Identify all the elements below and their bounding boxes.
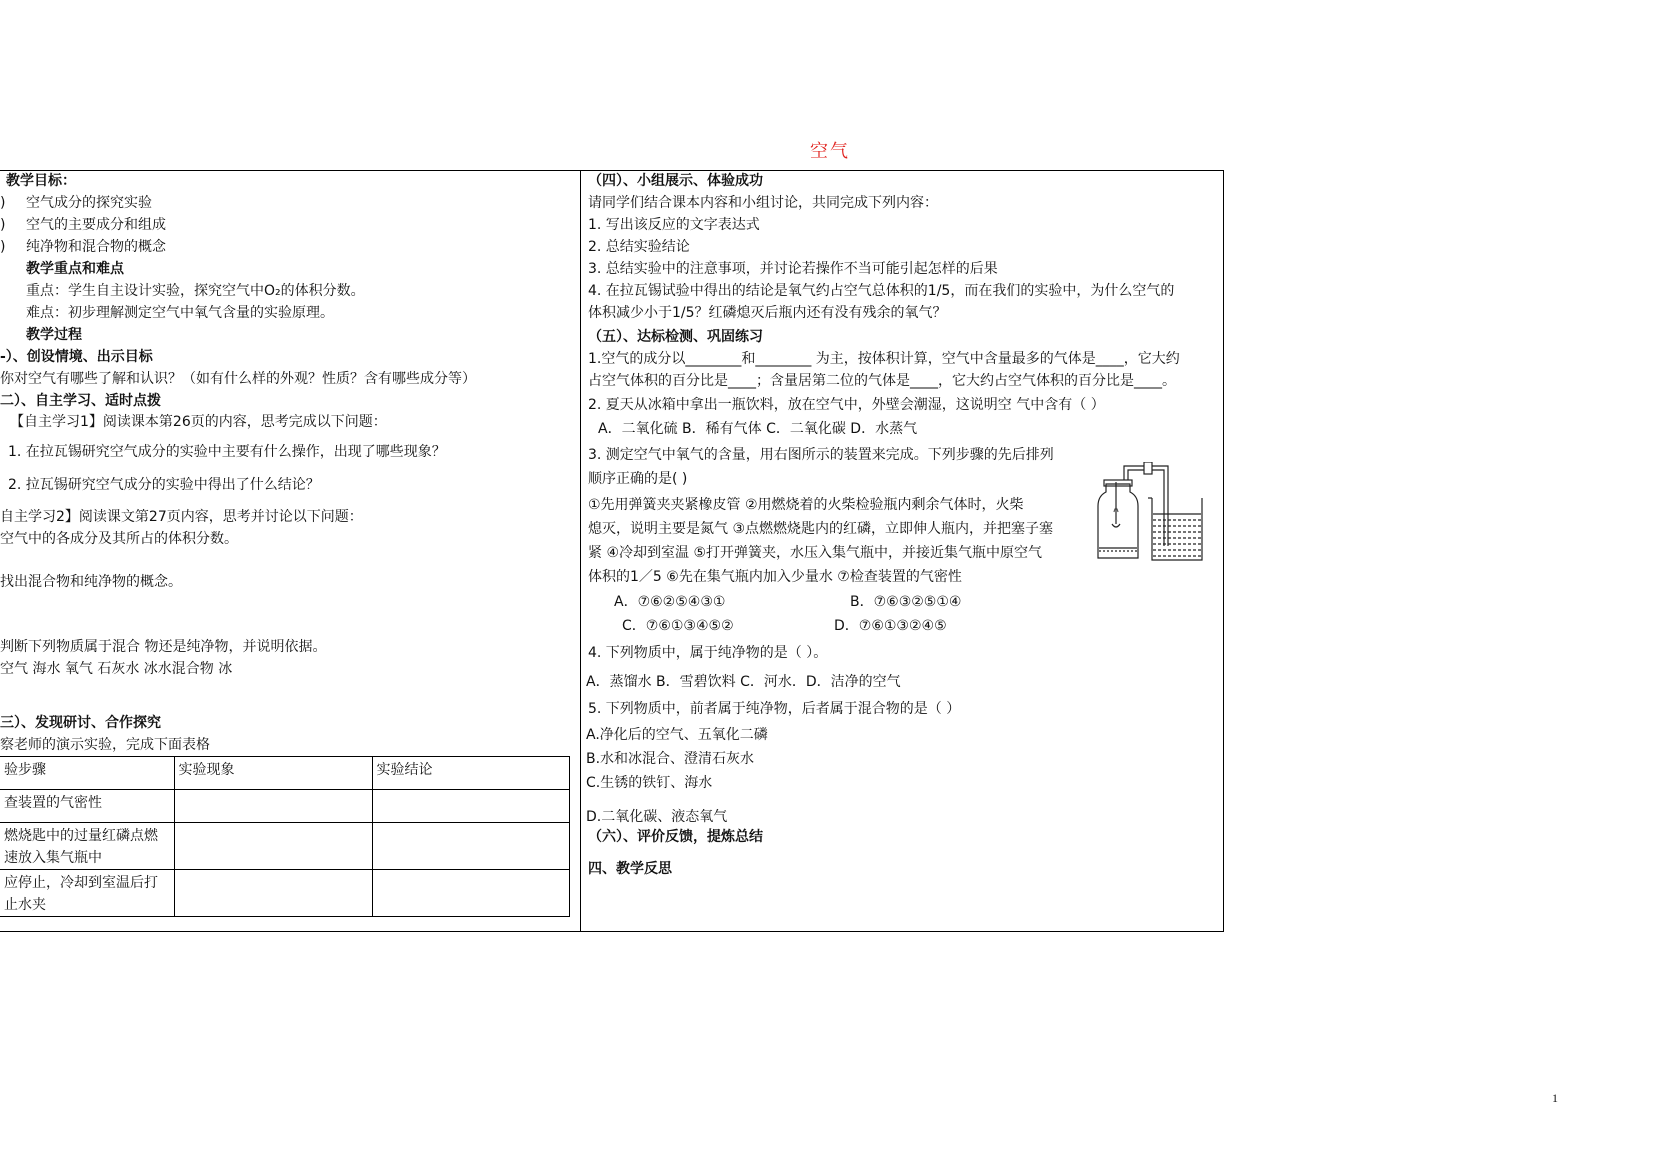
key-point: 重点：学生自主设计实验，探究空气中O₂的体积分数。 bbox=[26, 283, 365, 299]
question-3-line: 顺序正确的是( ) bbox=[588, 471, 688, 487]
question-3-option: C．⑦⑥①③④⑤② bbox=[622, 618, 734, 634]
goal-marker: ) bbox=[0, 239, 6, 255]
question-3-line: 熄灭，说明主要是氮气 ③点燃燃烧匙内的红磷，立即伸人瓶内，并把塞子塞 bbox=[588, 521, 1053, 537]
question-3-line: 体积的1／5 ⑥先在集气瓶内加入少量水 ⑦检查装置的气密性 bbox=[588, 569, 962, 585]
goal-item: 纯净物和混合物的概念 bbox=[26, 239, 166, 255]
section1-heading: -）、创设情境、出示目标 bbox=[0, 349, 153, 365]
study2-intro: 自主学习2】阅读课文第27页内容，思考并讨论以下问题： bbox=[0, 509, 363, 525]
process-heading: 教学过程 bbox=[26, 327, 82, 343]
question-3-line: ①先用弹簧夹夹紧橡皮管 ②用燃烧着的火柴检验瓶内剩余气体时，火柴 bbox=[588, 497, 1024, 513]
study2-question: 找出混合物和纯净物的概念。 bbox=[0, 574, 182, 590]
substances-list: 空气 海水 氧气 石灰水 冰水混合物 冰 bbox=[0, 661, 233, 677]
table-cell bbox=[174, 790, 372, 823]
table-cell: 查装置的气密性 bbox=[0, 790, 174, 823]
section4-item: 3. 总结实验中的注意事项，并讨论若操作不当可能引起怎样的后果 bbox=[588, 261, 998, 277]
question-2: 2. 夏天从冰箱中拿出一瓶饮料，放在空气中，外壁会潮湿，这说明空 气中含有（ ） bbox=[588, 397, 1105, 413]
question-3-option: A．⑦⑥②⑤④③① bbox=[614, 594, 726, 610]
table-header: 实验结论 bbox=[372, 757, 569, 790]
question-1-line: 占空气体积的百分比是____；含量居第二位的气体是____，它大约占空气体积的百分比是____。 bbox=[588, 373, 1176, 389]
table-cell bbox=[372, 870, 569, 917]
section4-intro: 请同学们结合课本内容和小组讨论，共同完成下列内容： bbox=[588, 195, 938, 211]
section4-item: 1. 写出该反应的文字表达式 bbox=[588, 217, 760, 233]
section4-item: 体积减少小于1/5？红磷熄灭后瓶内还有没有残余的氧气？ bbox=[588, 305, 947, 321]
question-3-option: D．⑦⑥①③②④⑤ bbox=[834, 618, 947, 634]
question-2-options: A．二氧化硫 B．稀有气体 C．二氧化碳 D．水蒸气 bbox=[598, 421, 918, 437]
goal-item: 空气的主要成分和组成 bbox=[26, 217, 166, 233]
study2-question: 空气中的各成分及其所占的体积分数。 bbox=[0, 531, 238, 547]
difficulty: 难点：初步理解测定空气中氧气含量的实验原理。 bbox=[26, 305, 334, 321]
study1-question: 2. 拉瓦锡研究空气成分的实验中得出了什么结论？ bbox=[8, 477, 320, 493]
table-cell: 燃烧匙中的过量红磷点燃 速放入集气瓶中 bbox=[0, 823, 174, 870]
key-heading: 教学重点和难点 bbox=[26, 261, 124, 277]
table-row bbox=[0, 870, 569, 917]
question-3-line: 3. 测定空气中氧气的含量，用右图所示的装置来完成。下列步骤的先后排列 bbox=[588, 447, 1054, 463]
goals-heading: 教学目标： bbox=[6, 173, 76, 189]
section2-heading: 二）、自主学习、适时点拨 bbox=[0, 393, 161, 409]
table-row bbox=[0, 790, 569, 823]
question-5-option: D.二氧化碳、液态氧气 bbox=[586, 809, 728, 825]
section4-heading: （四）、小组展示、体验成功 bbox=[588, 173, 763, 189]
question-3-line: 紧 ④冷却到室温 ⑤打开弹簧夹，水压入集气瓶中，并接近集气瓶中原空气 bbox=[588, 545, 1043, 561]
question-4-options: A．蒸馏水 B．雪碧饮料 C．河水．D．洁净的空气 bbox=[586, 674, 901, 690]
table-header: 验步骤 bbox=[0, 757, 174, 790]
study1-intro: 【自主学习1】阅读课本第26页的内容，思考完成以下问题： bbox=[10, 414, 387, 430]
experiment-table bbox=[0, 756, 570, 917]
table-cell bbox=[174, 870, 372, 917]
goal-marker: ) bbox=[0, 217, 6, 233]
question-5-option: A.净化后的空气、五氧化二磷 bbox=[586, 727, 768, 743]
section3-intro: 察老师的演示实验，完成下面表格 bbox=[0, 737, 210, 753]
question-1-line: 1.空气的成分以________和________ 为主，按体积计算，空气中含量最多的气体是____，它大约 bbox=[588, 351, 1180, 367]
question-3-option: B．⑦⑥③②⑤①④ bbox=[850, 594, 962, 610]
section4-item: 2. 总结实验结论 bbox=[588, 239, 690, 255]
section5-heading: （五）、达标检测、巩固练习 bbox=[588, 329, 763, 345]
apparatus-figure bbox=[1092, 462, 1208, 564]
study2-question: 判断下列物质属于混合 物还是纯净物，并说明依据。 bbox=[0, 639, 327, 655]
study1-question: 1. 在拉瓦锡研究空气成分的实验中主要有什么操作，出现了哪些现象？ bbox=[8, 444, 446, 460]
table-cell: 应停止，冷却到室温后打 止水夹 bbox=[0, 870, 174, 917]
question-4: 4. 下列物质中，属于纯净物的是（ ）。 bbox=[588, 645, 828, 661]
table-cell bbox=[372, 823, 569, 870]
question-5: 5. 下列物质中，前者属于纯净物，后者属于混合物的是（ ） bbox=[588, 701, 961, 717]
section4-item: 4. 在拉瓦锡试验中得出的结论是氧气约占空气总体积的1/5，而在我们的实验中，为什么空气的 bbox=[588, 283, 1175, 299]
question-5-option: B.水和冰混合、澄清石灰水 bbox=[586, 751, 755, 767]
page-title: 空气 bbox=[810, 141, 850, 162]
section1-question: 你对空气有哪些了解和认识？（如有什么样的外观？性质？含有哪些成分等） bbox=[0, 371, 476, 387]
section7-heading: 四、教学反思 bbox=[588, 861, 672, 877]
section3-heading: 三）、发现研讨、合作探究 bbox=[0, 715, 161, 731]
table-row bbox=[0, 823, 569, 870]
table-header: 实验现象 bbox=[174, 757, 372, 790]
page-number: 1 bbox=[1552, 1091, 1558, 1105]
column-divider bbox=[580, 170, 581, 932]
table-cell bbox=[372, 790, 569, 823]
goal-item: 空气成分的探究实验 bbox=[26, 195, 152, 211]
table-cell bbox=[174, 823, 372, 870]
section6-heading: （六）、评价反馈，提炼总结 bbox=[588, 829, 763, 845]
goal-marker: ) bbox=[0, 195, 6, 211]
question-5-option: C.生锈的铁钉、海水 bbox=[586, 775, 713, 791]
